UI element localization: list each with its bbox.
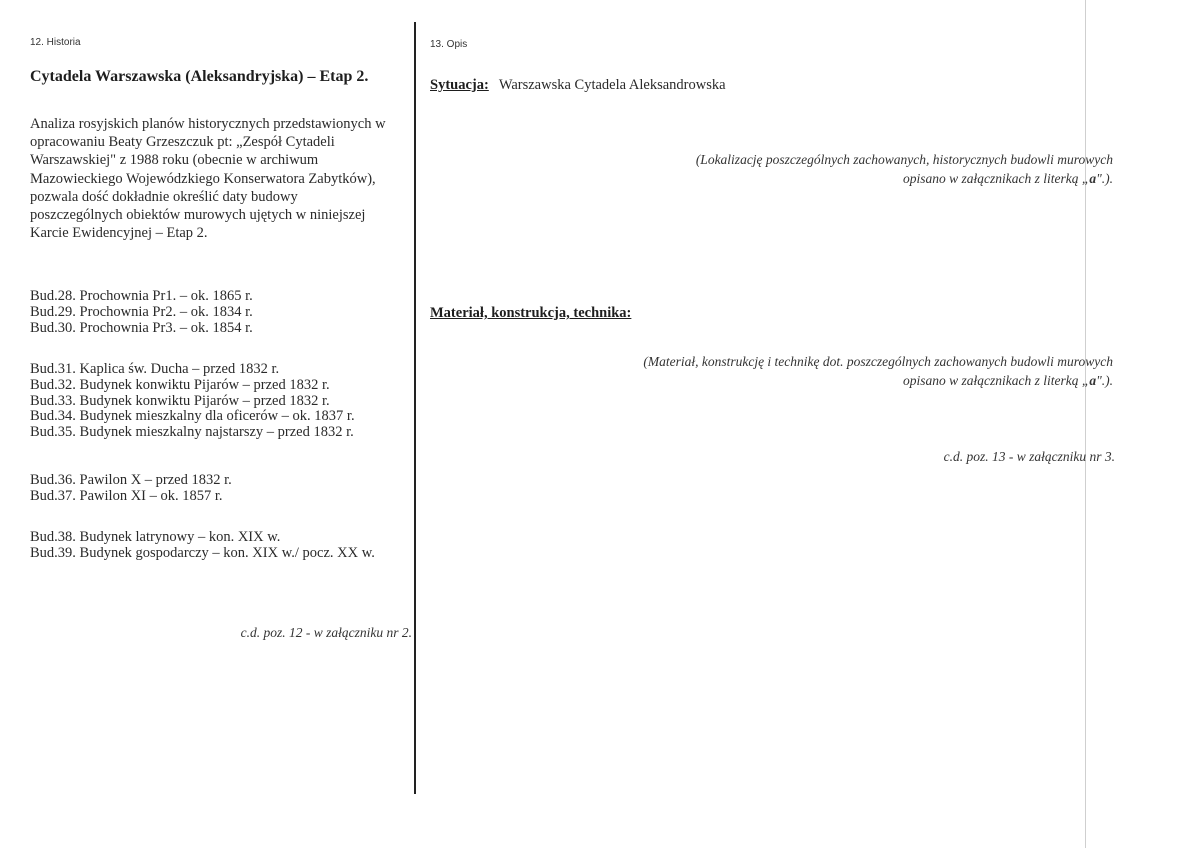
- material-note-suffix: ".).: [1096, 373, 1113, 388]
- location-note-suffix: ".).: [1096, 171, 1113, 186]
- section-label-opis: 13. Opis: [430, 39, 468, 50]
- building-group-pawilony: [30, 473, 232, 505]
- situation-heading: Sytuacja:: [430, 77, 489, 93]
- material-note-prefix: opisano w załącznikach z literką „: [902, 373, 1090, 388]
- material-note: [643, 352, 1113, 390]
- list-item: Bud.28. Prochownia Pr1. – ok. 1865 r.: [30, 288, 253, 304]
- list-item: Bud.35. Budynek mieszkalny najstarszy – przed 1832 r.: [30, 424, 354, 441]
- list-item: Bud.39. Budynek gospodarczy – kon. XIX w./ pocz. XX w.: [30, 544, 375, 561]
- material-note-line: [643, 371, 1113, 390]
- building-group-prochownie: [30, 289, 253, 336]
- paragraph-line: Analiza rosyjskich planów historycznych przedstawionych w: [30, 116, 386, 132]
- section-label-historia: 12. Historia: [30, 37, 81, 48]
- right-margin-line: [1085, 0, 1086, 848]
- list-item: Bud.37. Pawilon XI – ok. 1857 r.: [30, 487, 223, 504]
- paragraph-line: Warszawskiej" z 1988 roku (obecnie w archiwum: [30, 152, 319, 169]
- list-item: Bud.34. Budynek mieszkalny dla oficerów – ok. 1837 r.: [30, 408, 355, 425]
- location-note-line: [696, 169, 1113, 188]
- building-group-gospodarcze: [30, 530, 375, 562]
- situation-value: Warszawska Cytadela Aleksandrowska: [498, 77, 726, 93]
- building-group-budynki: [30, 362, 355, 441]
- page-title: Cytadela Warszawska (Aleksandryjska) – Etap 2.: [30, 68, 369, 85]
- paragraph-line: opracowaniu Beaty Grzeszczuk pt: „Zespół Cytadeli: [30, 134, 335, 151]
- paragraph-line: pozwala dość dokładnie określić daty budowy: [30, 188, 298, 205]
- list-item: Bud.33. Budynek konwiktu Pijarów – przed 1832 r.: [30, 392, 330, 409]
- continuation-note-right: c.d. poz. 13 - w załączniku nr 3.: [943, 449, 1115, 464]
- list-item: Bud.30. Prochownia Pr3. – ok. 1854 r.: [30, 319, 253, 336]
- list-item: Bud.31. Kaplica św. Ducha – przed 1832 r.: [30, 361, 280, 377]
- paragraph-line: poszczególnych obiektów murowych ujętych w niniejszej: [30, 207, 366, 224]
- location-note-letter: a: [1089, 171, 1097, 186]
- material-note-letter: a: [1089, 373, 1097, 388]
- location-note-prefix: opisano w załącznikach z literką „: [902, 171, 1090, 186]
- history-paragraph: [30, 115, 415, 242]
- paragraph-line: Karcie Ewidencyjnej – Etap 2.: [30, 225, 208, 242]
- situation-row: [430, 76, 726, 94]
- location-note: [696, 150, 1113, 188]
- material-heading: Materiał, konstrukcja, technika:: [430, 305, 632, 321]
- material-note-line: (Materiał, konstrukcję i technikę dot. poszczególnych zachowanych budowli murowych: [643, 354, 1113, 369]
- list-item: Bud.29. Prochownia Pr2. – ok. 1834 r.: [30, 303, 253, 320]
- list-item: Bud.32. Budynek konwiktu Pijarów – przed 1832 r.: [30, 376, 330, 393]
- location-note-line: (Lokalizację poszczególnych zachowanych, historycznych budowli murowych: [695, 152, 1113, 167]
- list-item: Bud.38. Budynek latrynowy – kon. XIX w.: [30, 529, 281, 545]
- list-item: Bud.36. Pawilon X – przed 1832 r.: [30, 472, 232, 488]
- continuation-note-left: c.d. poz. 12 - w załączniku nr 2.: [240, 625, 412, 640]
- paragraph-line: Mazowieckiego Wojewódzkiego Konserwatora Zabytków),: [30, 170, 376, 187]
